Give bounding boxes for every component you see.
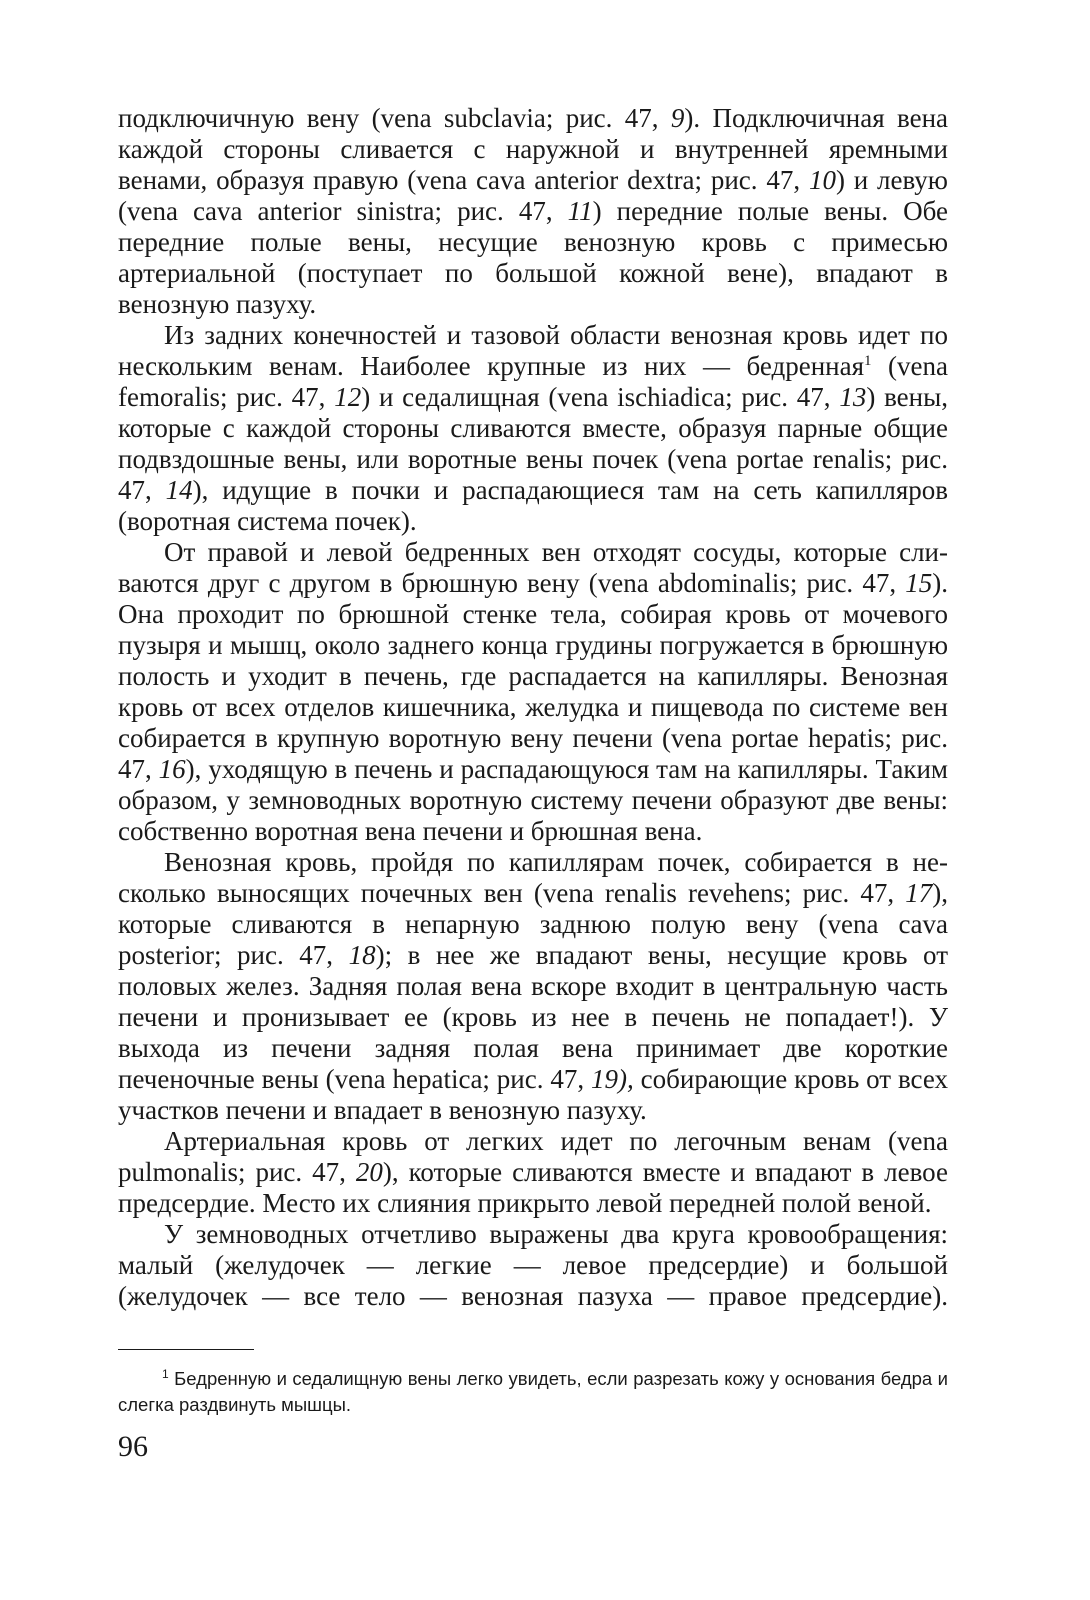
figure-ref: 10 xyxy=(808,165,836,195)
paragraph-text: Из задних конечностей и тазовой области венозная кровь идет по нескольким венам. Наиболее крупные из них — бедренная xyxy=(118,320,948,381)
page-body xyxy=(118,103,948,1312)
paragraph xyxy=(118,537,948,847)
paragraph xyxy=(118,1219,948,1312)
paragraph-text: ) и седалищная (vena ischiadica; рис. 47, xyxy=(361,382,840,412)
paragraph-text: ); в нее же впадают вены, несущие кровь от половых желез. Задняя полая вена вскоре входит в центральную часть печени и пронизывает ее (кровь из нее в печень не попадает!). У выхода из печени задняя полая вена принимает две короткие печеночные вены (vena hepatica; рис. 47, xyxy=(118,940,949,1094)
paragraph-text: ) вены, которые с каждой стороны сливаются вместе, образуя парные общие подвздошные вены, или воротные вены почек (vena portae renalis; рис. 47, xyxy=(118,382,949,505)
paragraph xyxy=(118,103,948,320)
figure-ref: 14 xyxy=(165,475,193,505)
figure-ref: 13 xyxy=(839,382,867,412)
paragraph xyxy=(118,847,948,1126)
paragraph-text: Артериальная кровь от легких идет по легочным венам (vena pulmonalis; рис. 47, xyxy=(118,1126,948,1187)
figure-ref: 17 xyxy=(905,878,933,908)
paragraph-text: ) передние полые вены. Обе передние полые вены, несущие венозную кровь с примесью артериальной (поступает по большой кожной вене), впадают в венозную пазуху. xyxy=(118,196,948,319)
figure-ref: 15 xyxy=(905,568,933,598)
paragraph-text: ), которые сливаются в непарную заднюю полую вену (vena cava posterior; рис. 47, xyxy=(118,878,948,970)
figure-ref: 12 xyxy=(334,382,362,412)
paragraph xyxy=(118,320,948,537)
paragraph xyxy=(118,1126,948,1219)
paragraph-text: ). Подключичная вена каждой стороны сливается с наружной и внутренней яремными венами, образуя правую (vena cava anterior dextra; рис. 47, xyxy=(118,103,949,195)
paragraph-text: (vena femoralis; рис. 47, xyxy=(118,351,948,412)
paragraph-text: У земноводных отчетливо выражены два круга кровообращения: малый (желудочек — легкие — левое предсердие) и большой (желудочек — все тело — венозная пазуха — правое предсердие). xyxy=(118,1219,948,1311)
figure-ref: 19), xyxy=(591,1064,634,1094)
figure-ref: 9 xyxy=(670,103,685,133)
paragraph-text: ). Она проходит по брюшной стенке тела, собирая кровь от мочевого пузыря и мышц, около заднего конца грудины погружается в брюшную полость и уходит в печень, где распадается на капилляры. Венозная кровь от всех отделов кишечника, желудка и пищевода по системе вен собирается в крупную воротную вену печени (vena portae hepatis; рис. 47, xyxy=(118,568,948,784)
figure-ref: 11 xyxy=(567,196,593,226)
paragraph-text: ) и левую (vena cava anterior sinistra; рис. 47, xyxy=(118,165,948,226)
paragraph-text: ), которые сливаются вместе и впадают в левое предсердие. Место их слияния прикрыто левой передней полой веной. xyxy=(118,1157,948,1218)
page-number: 96 xyxy=(118,1430,148,1463)
paragraph-text: ), идущие в почки и распадающиеся там на сеть капилляров (воротная система почек). xyxy=(118,475,949,536)
figure-ref: 16 xyxy=(158,754,186,784)
paragraph-text: подключичную вену (vena subclavia; рис. 47, xyxy=(118,103,671,133)
figure-ref: 20 xyxy=(355,1157,383,1187)
paragraph-text: От правой и левой бедренных вен отходят сосуды, которые сливаются друг с другом в брюшную вену (vena abdominalis; рис. 47, xyxy=(118,537,948,598)
paragraph-text: Венозная кровь, пройдя по капиллярам почек, собирается в несколько выносящих почечных вен (vena renalis revehens; рис. 47, xyxy=(118,847,948,908)
footnote xyxy=(118,1366,948,1418)
paragraph-text: собирающие кровь от всех участков печени и впадает в венозную пазуху. xyxy=(118,1064,948,1125)
footnote-marker: 1 xyxy=(162,1366,169,1381)
figure-ref: 18 xyxy=(348,940,376,970)
footnote-divider xyxy=(118,1349,254,1350)
footnote-text: Бедренную и седалищную вены легко увидеть, если разрезать кожу у основания бедра и слегка раздвинуть мышцы. xyxy=(118,1368,949,1415)
footnote-ref: 1 xyxy=(864,353,872,369)
paragraph-text: ), уходящую в печень и распадающуюся там на капилляры. Таким образом, у земноводных воротную систему печени образуют две вены: собственно воротная вена печени и брюшная вена. xyxy=(118,754,949,846)
